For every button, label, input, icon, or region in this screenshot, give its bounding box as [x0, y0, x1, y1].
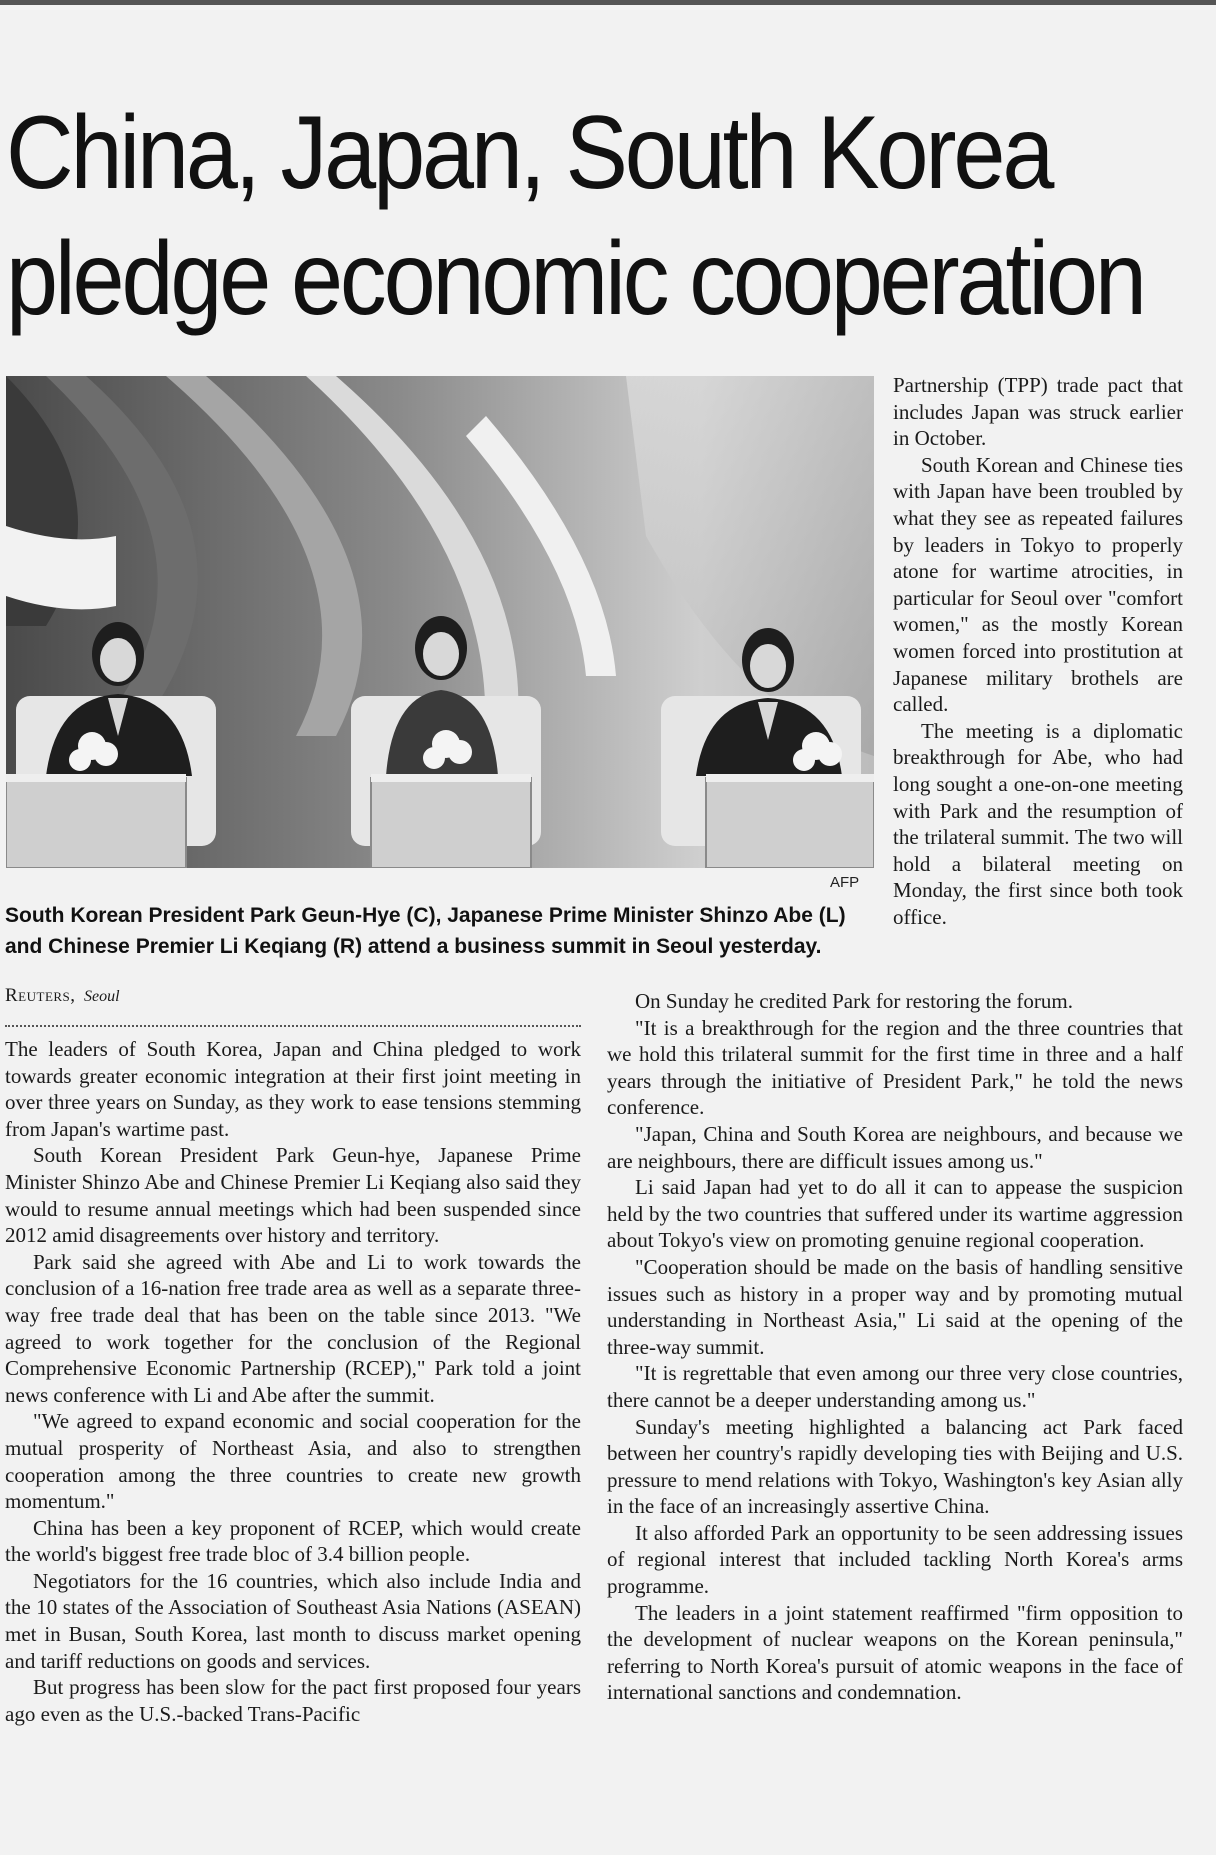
paragraph: China has been a key proponent of RCEP, which would create the world's biggest free trade bloc of 3.4 billion people.: [5, 1515, 581, 1567]
news-photo: [6, 376, 874, 868]
right-top-column: [893, 372, 1183, 930]
byline-city: Seoul: [84, 988, 120, 1005]
byline-agency: Reuters,: [5, 985, 76, 1006]
photo-caption: South Korean President Park Geun-Hye (C), Japanese Prime Minister Shinzo Abe (L) and Chinese Premier Li Keqiang (R) attend a business summit in Seoul yesterday.: [5, 904, 846, 958]
paragraph: "We agreed to expand economic and social cooperation for the mutual prosperity of Northeast Asia, and also to strengthen cooperation among the three countries to create new growth momentum.": [5, 1409, 581, 1514]
right-bottom-column: [607, 988, 1183, 1706]
headline-line-2: pledge economic cooperation: [6, 221, 1144, 337]
paragraph: Partnership (TPP) trade pact that includes Japan was struck earlier in October.: [893, 373, 1183, 451]
left-column: [5, 1036, 581, 1727]
paragraph: South Korean and Chinese ties with Japan have been troubled by what they see as repeated failures by leaders in Tokyo to properly atone for wartime atrocities, in particular for Seoul over "comfort women," as the mostly Korean women forced into prostitution at Japanese military brothels are called.: [893, 452, 1183, 717]
headline-line-1: China, Japan, South Korea: [6, 95, 1052, 211]
paragraph: The leaders of South Korea, Japan and China pledged to work towards greater economic integration at their first joint meeting in over three years on Sunday, as they work to ease tensions stemming from Japan's wartime past.: [5, 1037, 581, 1141]
dotted-divider: [5, 1025, 581, 1027]
paragraph: Negotiators for the 16 countries, which also include India and the 10 states of the Association of Southeast Asia Nations (ASEAN) met in Busan, South Korea, last month to discuss market opening and tariff reductions on goods and services.: [5, 1568, 581, 1673]
paragraph: "It is regrettable that even among our three very close countries, there cannot be a deeper understanding among us.": [607, 1361, 1183, 1412]
headline: [6, 90, 1144, 342]
paragraph: Park said she agreed with Abe and Li to work towards the conclusion of a 16-nation free trade area as well as a separate three-way free trade deal that has been on the table since 2013. "We agreed to work together for the conclusion of the Regional Comprehensive Economic Partnership (RCEP)," Park told a joint news conference with Li and Abe after the summit.: [5, 1249, 581, 1407]
paragraph: Sunday's meeting highlighted a balancing act Park faced between her country's rapidly developing ties with Beijing and U.S. pressure to mend relations with Tokyo, Washington's key Asian ally in the face of an increasingly assertive China.: [607, 1414, 1183, 1519]
top-rule: [0, 0, 1216, 5]
paragraph: The leaders in a joint statement reaffirmed "firm opposition to the development of nuclear weapons on the Korean peninsula," referring to North Korea's pursuit of atomic weapons in the face of international sanctions and condemnation.: [607, 1600, 1183, 1705]
paragraph: But progress has been slow for the pact first proposed four years ago even as the U.S.-backed Trans-Pacific: [5, 1675, 581, 1726]
paragraph: "It is a breakthrough for the region and the three countries that we hold this trilateral summit for the first time in three and a half years through the initiative of President Park," he told the news conference.: [607, 1015, 1183, 1120]
paragraph: "Cooperation should be made on the basis of handling sensitive issues such as history in a proper way and by promoting mutual understanding in Northeast Asia," Li said at the opening of the three-way summit.: [607, 1254, 1183, 1359]
paragraph: "Japan, China and South Korea are neighbours, and because we are neighbours, there are difficult issues among us.": [607, 1121, 1183, 1173]
paragraph: South Korean President Park Geun-hye, Japanese Prime Minister Shinzo Abe and Chinese Premier Li Keqiang also said they would to resume annual meetings which had been suspended since 2012 amid disagreements over history and territory.: [5, 1143, 581, 1248]
byline: [5, 985, 585, 1007]
paragraph: Li said Japan had yet to do all it can to appease the suspicion held by the two countries that suffered under its wartime aggression about Tokyo's view on promoting genuine regional cooperation.: [607, 1175, 1183, 1253]
photo-credit: AFP: [830, 874, 860, 891]
paragraph: The meeting is a diplomatic breakthrough for Abe, who had long sought a one-on-one meeting with Park and the resumption of the trilateral summit. The two will hold a bilateral meeting on Monday, the first since both took office.: [893, 718, 1183, 929]
paragraph: On Sunday he credited Park for restoring the forum.: [635, 989, 1073, 1013]
paragraph: It also afforded Park an opportunity to be seen addressing issues of regional interest that included tackling North Korea's arms programme.: [607, 1520, 1183, 1599]
